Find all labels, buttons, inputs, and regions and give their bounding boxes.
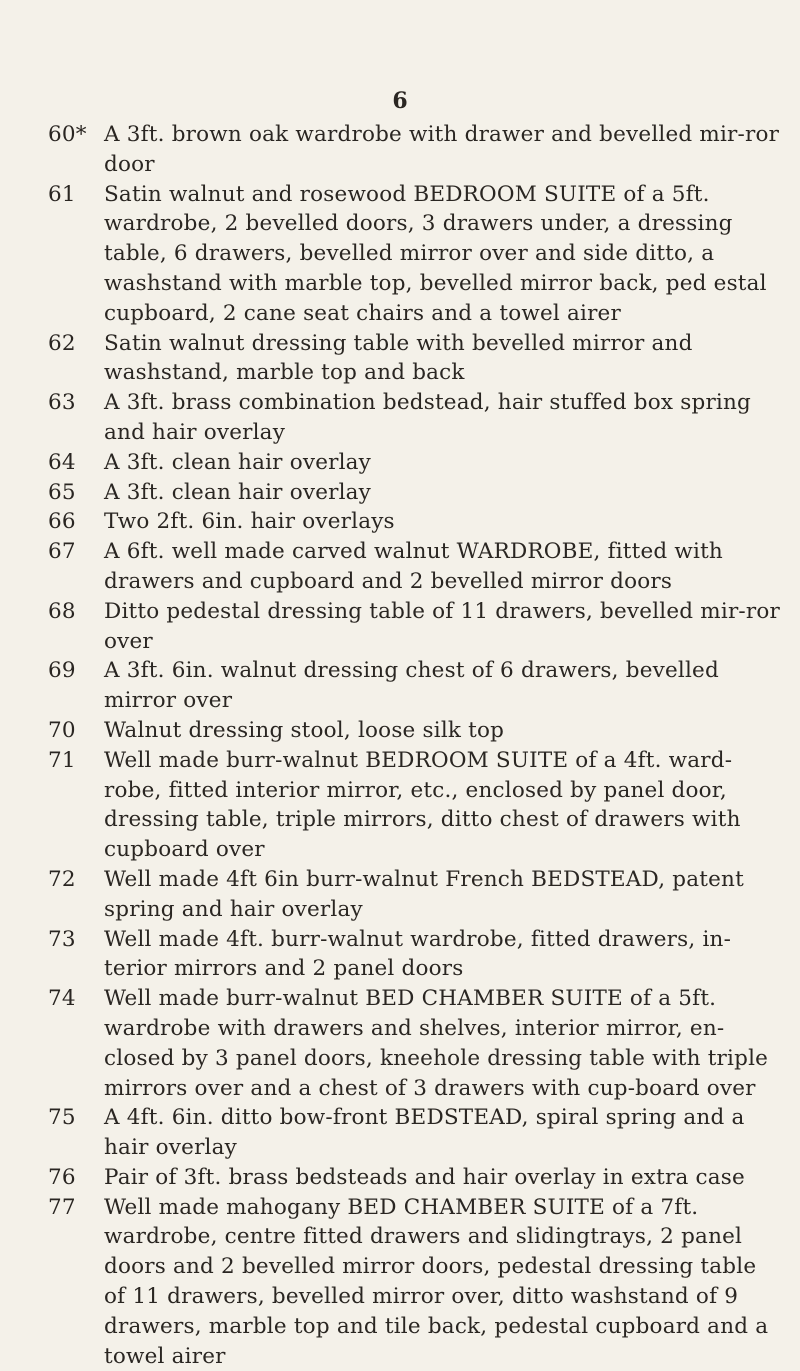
lot-entry <box>48 716 783 746</box>
lot-description: A 4ft. 6in. ditto bow-front BEDSTEAD, spiral spring and a hair overlay <box>104 1105 745 1161</box>
lot-entry <box>48 925 783 985</box>
lot-list <box>48 120 783 1371</box>
lot-entry <box>48 478 783 508</box>
lot-entry <box>48 1103 783 1163</box>
lot-description: Satin walnut and rosewood BEDROOM SUITE of a 5ft. wardrobe, 2 bevelled doors, 3 drawers under, a dressing table, 6 drawers, bevelled mirror over and side ditto, a washstand with marble top, bevelled mirror back, ped estal cupboard, 2 cane seat chairs and a towel airer <box>104 181 767 326</box>
lot-entry <box>48 1193 783 1371</box>
page-number: 6 <box>392 88 408 114</box>
lot-entry <box>48 329 783 389</box>
lot-description: Well made burr-walnut BED CHAMBER SUITE of a 5ft. wardrobe with drawers and shelves, interior mirror, en-closed by 3 panel doors, kneehole dressing table with triple mirrors over and a chest of 3 drawers with cup-board over <box>104 986 769 1101</box>
lot-entry <box>48 180 783 329</box>
lot-description: Pair of 3ft. brass bedsteads and hair overlay in extra case <box>104 1164 745 1190</box>
lot-description: Walnut dressing stool, loose silk top <box>104 717 505 743</box>
lot-entry <box>48 746 783 865</box>
lot-number: 74 <box>48 986 76 1012</box>
lot-description: Well made 4ft. burr-walnut wardrobe, fitted drawers, in-terior mirrors and 2 panel doors <box>104 926 732 982</box>
lot-entry <box>48 1163 783 1193</box>
lot-description: A 3ft. brass combination bedstead, hair stuffed box spring and hair overlay <box>104 390 752 445</box>
lot-entry <box>48 388 783 448</box>
lot-description: A 6ft. well made carved walnut WARDROBE, fitted with drawers and cupboard and 2 bevelled mirror doors <box>104 539 723 594</box>
lot-entry <box>48 597 783 657</box>
lot-number: 69 <box>48 658 76 684</box>
lot-number: 76 <box>48 1164 76 1190</box>
lot-description: Well made burr-walnut BEDROOM SUITE of a 4ft. ward-robe, fitted interior mirror, etc., enclosed by panel door, dressing table, triple mirrors, ditto chest of drawers with cupboard over <box>104 747 741 863</box>
lot-entry <box>48 656 783 716</box>
lot-number: 70 <box>48 717 76 743</box>
lot-number: 77 <box>48 1194 76 1220</box>
lot-entry <box>48 865 783 925</box>
lot-description: Well made 4ft 6in burr-walnut French BEDSTEAD, patent spring and hair overlay <box>104 866 744 922</box>
lot-number: 62 <box>48 330 76 356</box>
lot-number: 71 <box>48 747 76 773</box>
lot-description: A 3ft. 6in. walnut dressing chest of 6 drawers, bevelled mirror over <box>104 658 719 714</box>
lot-description: Ditto pedestal dressing table of 11 drawers, bevelled mir-ror over <box>104 598 780 654</box>
lot-description: Satin walnut dressing table with bevelled mirror and washstand, marble top and back <box>104 330 693 386</box>
lot-entry <box>48 537 783 597</box>
lot-number: 68 <box>48 598 76 624</box>
lot-description: A 3ft. clean hair overlay <box>104 479 372 505</box>
lot-entry <box>48 984 783 1103</box>
lot-number: 65 <box>48 479 76 505</box>
lot-number: 61 <box>48 181 76 207</box>
lot-entry <box>48 120 783 180</box>
lot-number: 75 <box>48 1105 76 1131</box>
lot-number: 66 <box>48 509 76 535</box>
lot-number: 60* <box>48 122 87 147</box>
lot-number: 64 <box>48 449 76 475</box>
lot-number: 67 <box>48 539 76 565</box>
lot-number: 72 <box>48 866 76 892</box>
lot-number: 63 <box>48 390 76 416</box>
lot-number: 73 <box>48 926 76 952</box>
lot-entry <box>48 448 783 478</box>
lot-description: A 3ft. brown oak wardrobe with drawer and bevelled mir-ror door <box>104 122 780 177</box>
lot-description: A 3ft. clean hair overlay <box>104 449 372 475</box>
lot-description: Well made mahogany BED CHAMBER SUITE of a 7ft. wardrobe, centre fitted drawers and slidingtrays, 2 panel doors and 2 bevelled mirror doors, pedestal dressing table of 11 drawers, bevelled mirror over, ditto washstand of 9 drawers, marble top and tile back, pedestal cupboard and a towel airer <box>104 1194 769 1369</box>
lot-entry <box>48 507 783 537</box>
lot-description: Two 2ft. 6in. hair overlays <box>104 509 395 535</box>
